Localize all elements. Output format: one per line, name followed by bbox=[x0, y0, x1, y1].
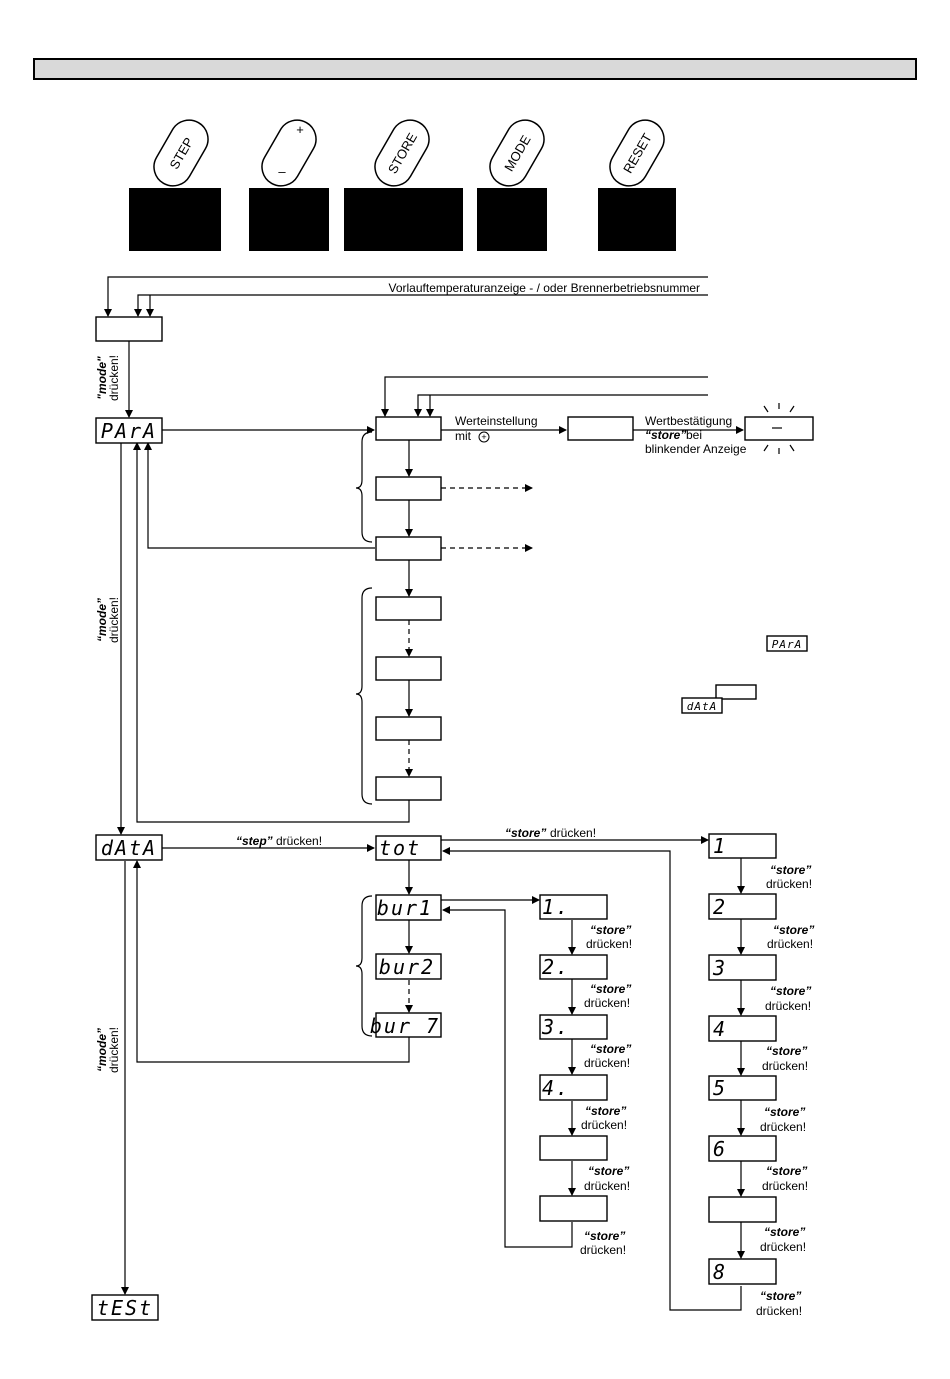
svg-text:drücken!: drücken! bbox=[767, 937, 814, 951]
mode-key-base bbox=[477, 188, 547, 251]
svg-text:drücken!: drücken! bbox=[581, 1118, 628, 1132]
return-line-2 bbox=[418, 395, 708, 416]
mode-press-label-2: drücken! bbox=[107, 596, 121, 644]
bur2-display: bur2 bbox=[378, 955, 436, 979]
svg-text:“store”: “store” bbox=[590, 982, 632, 996]
tot-value-5: 5 bbox=[712, 1076, 728, 1100]
legend-para-display: PArA bbox=[771, 638, 803, 651]
svg-text:drücken!: drücken! bbox=[762, 1179, 809, 1193]
plus-minus-key[interactable] bbox=[249, 113, 329, 251]
reset-key-label: RESET bbox=[620, 130, 655, 176]
step-key-base bbox=[129, 188, 221, 251]
keypad bbox=[129, 113, 676, 251]
top-line-2 bbox=[138, 295, 708, 316]
svg-text:drücken!: drücken! bbox=[756, 1304, 803, 1318]
tot-display: tot bbox=[378, 836, 422, 860]
param-box-2 bbox=[376, 477, 441, 500]
svg-text:“store”: “store” bbox=[585, 1104, 627, 1118]
svg-text:drücken!: drücken! bbox=[584, 1179, 631, 1193]
tot-value-box-7 bbox=[709, 1197, 776, 1222]
mode-key[interactable] bbox=[477, 113, 551, 251]
param-box-3 bbox=[376, 537, 441, 560]
svg-text:“store”: “store” bbox=[584, 1229, 626, 1243]
svg-text:“store”: “store” bbox=[764, 1225, 806, 1239]
burner-value-4: 4. bbox=[541, 1076, 571, 1100]
value-confirm-bei: bei bbox=[686, 428, 703, 442]
value-confirm-label: Wertbestätigung bbox=[645, 414, 733, 428]
svg-text:“store”: “store” bbox=[590, 1042, 632, 1056]
mode-press-label-3-bold: “mode” bbox=[95, 1027, 109, 1073]
tot-value-4: 4 bbox=[712, 1017, 728, 1041]
svg-text:drücken!: drücken! bbox=[766, 877, 813, 891]
param-box-5 bbox=[376, 657, 441, 680]
reset-key-base bbox=[598, 188, 676, 251]
svg-text:drücken!: drücken! bbox=[584, 996, 631, 1010]
burner-value-3: 3. bbox=[541, 1015, 571, 1039]
step-key-label: STEP bbox=[166, 134, 197, 172]
store-key[interactable] bbox=[344, 113, 463, 251]
bracket-2 bbox=[356, 588, 372, 804]
bur1-display: bur1 bbox=[376, 896, 434, 920]
value-box bbox=[568, 417, 633, 440]
value-setting-label: Werteinstellung bbox=[455, 414, 538, 428]
minus-icon: – bbox=[278, 164, 286, 179]
param-box-7 bbox=[376, 777, 441, 800]
bur-back-to-data bbox=[137, 861, 409, 1062]
test-display: tESt bbox=[96, 1296, 154, 1320]
svg-text:“store”: “store” bbox=[770, 863, 812, 877]
bur7-display: bur 7 bbox=[369, 1014, 441, 1038]
svg-text:“store”: “store” bbox=[766, 1044, 808, 1058]
store-key-label: STORE bbox=[384, 130, 421, 177]
svg-text:drücken!: drücken! bbox=[760, 1240, 807, 1254]
tot-value-8: 8 bbox=[712, 1260, 728, 1284]
param-box-6 bbox=[376, 717, 441, 740]
step-key[interactable] bbox=[129, 113, 221, 251]
bracket-1 bbox=[356, 432, 372, 542]
param-back-to-para bbox=[148, 443, 375, 548]
legend-data-display: dAtA bbox=[686, 700, 718, 713]
tot-value-6: 6 bbox=[712, 1137, 728, 1161]
svg-text:drücken!: drücken! bbox=[586, 937, 633, 951]
plus-key-icon-sign: + bbox=[481, 432, 487, 442]
svg-text:“store”: “store” bbox=[770, 984, 812, 998]
value-confirm-blink: blinkender Anzeige bbox=[645, 442, 747, 456]
svg-text:drücken!: drücken! bbox=[584, 1056, 631, 1070]
step-press-text: drücken! bbox=[276, 834, 323, 848]
svg-text:drücken!: drücken! bbox=[762, 1059, 809, 1073]
para-display: PArA bbox=[100, 419, 158, 443]
store-key-base bbox=[344, 188, 463, 251]
mode-press-label-1-bold: "mode" bbox=[95, 356, 109, 400]
header-bar bbox=[34, 59, 916, 79]
svg-text:“store”: “store” bbox=[773, 923, 815, 937]
mode-press-label-3: drücken! bbox=[107, 1026, 121, 1074]
svg-text:drücken!: drücken! bbox=[580, 1243, 627, 1257]
legend-box-empty bbox=[716, 685, 756, 699]
param-box-1 bbox=[376, 417, 441, 440]
step-press-bold: “step” bbox=[236, 834, 273, 848]
svg-text:“store”: “store” bbox=[760, 1289, 802, 1303]
store-press-bold: “store” bbox=[505, 826, 547, 840]
store-press-text: drücken! bbox=[550, 826, 597, 840]
param-bottom-back bbox=[137, 443, 409, 822]
value-setting-with: mit bbox=[455, 429, 471, 443]
svg-text:“store”: “store” bbox=[764, 1105, 806, 1119]
return-line-1 bbox=[385, 377, 708, 416]
svg-text:“store”: “store” bbox=[766, 1164, 808, 1178]
plus-minus-key-base bbox=[249, 188, 329, 251]
burner-value-2: 2. bbox=[541, 955, 571, 979]
tot-value-1: 1 bbox=[712, 834, 728, 858]
start-box bbox=[96, 317, 162, 341]
tot-value-3: 3 bbox=[712, 956, 728, 980]
svg-text:drücken!: drücken! bbox=[765, 999, 812, 1013]
reset-key[interactable] bbox=[598, 113, 676, 251]
tot-value-2: 2 bbox=[712, 895, 728, 919]
burner-value-box-5 bbox=[540, 1136, 607, 1160]
svg-text:“store”: “store” bbox=[588, 1164, 630, 1178]
burner-value-box-6 bbox=[540, 1196, 607, 1221]
value-confirm-store: “store” bbox=[645, 428, 687, 442]
top-line-label: Vorlauftemperaturanzeige - / oder Brennerbetriebsnummer bbox=[388, 281, 700, 295]
mode-key-label: MODE bbox=[501, 132, 534, 174]
data-display: dAtA bbox=[100, 836, 158, 860]
param-box-4 bbox=[376, 597, 441, 620]
svg-text:“store”: “store” bbox=[590, 923, 632, 937]
mode-press-label-2-bold: “mode” bbox=[95, 597, 109, 643]
burner-value-1: 1. bbox=[541, 895, 571, 919]
svg-text:drücken!: drücken! bbox=[760, 1120, 807, 1134]
plus-icon: + bbox=[296, 122, 304, 137]
mode-press-label-1: drücken! bbox=[107, 354, 121, 402]
